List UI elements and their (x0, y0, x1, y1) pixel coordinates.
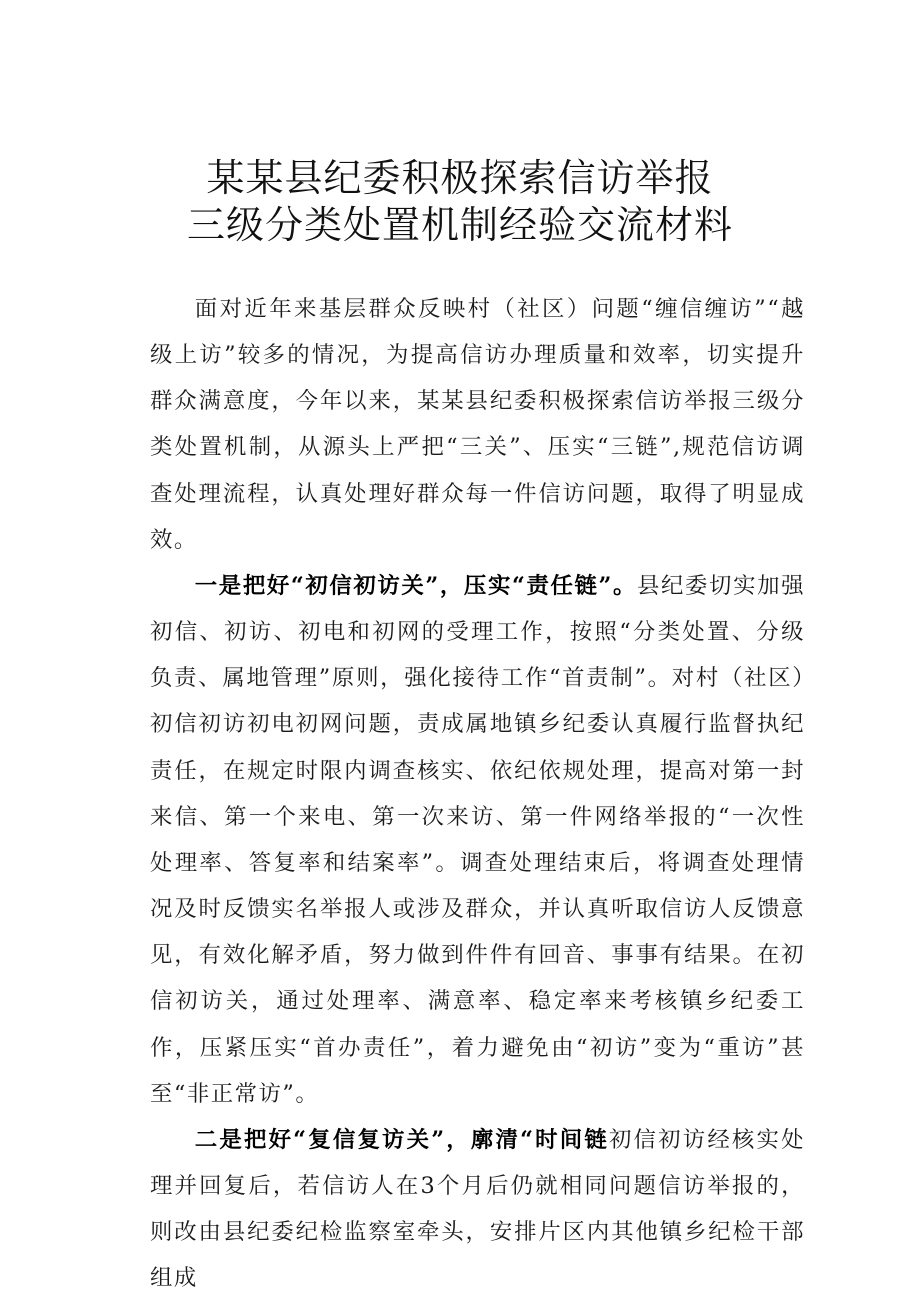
title-line-2: 三级分类处置机制经验交流材料 (186, 203, 733, 247)
paragraph-second-point (150, 1117, 805, 1301)
document-title (0, 155, 920, 249)
document-body (150, 286, 805, 1301)
paragraph-first-point-lead: 一是把好“初信初访关”，压实“责任链”。 (194, 572, 638, 599)
paragraph-intro (150, 286, 805, 563)
title-line-1: 某某县纪委积极探索信访举报 (206, 156, 714, 200)
paragraph-second-point-text: 初信初访经核实处理并回复后，若信访人在3个月后仍就相同问题信访举报的，则改由县纪委纪检监察室牵头，安排片区内其他镇乡纪检干部组成 (150, 1126, 805, 1292)
paragraph-intro-text: 面对近年来基层群众反映村（社区）问题“缠信缠访”“越级上访”较多的情况，为提高信访办理质量和效率，切实提升群众满意度，今年以来，某某县纪委积极探索信访举报三级分类处置机制，从源头上严把“三关”、压实“三链”,规范信访调查处理流程，认真处理好群众每一件信访问题，取得了明显成效。 (150, 296, 805, 553)
paragraph-first-point-text: 县纪委切实加强初信、初访、初电和初网的受理工作，按照“分类处置、分级负责、属地管理”原则，强化接待工作“首责制”。对村（社区）初信初访初电初网问题，责成属地镇乡纪委认真履行监督执纪责任，在规定时限内调查核实、依纪依规处理，提高对第一封来信、第一个来电、第一次来访、第一件网络举报的“一次性处理率、答复率和结案率”。调查处理结束后，将调查处理情况及时反馈实名举报人或涉及群众，并认真听取信访人反馈意见，有效化解矛盾，努力做到件件有回音、事事有结果。在初信初访关，通过处理率、满意率、稳定率来考核镇乡纪委工作，压紧压实“首办责任”，着力避免由“初访”变为“重访”甚至“非正常访”。 (150, 572, 805, 1107)
paragraph-second-point-lead: 二是把好“复信复访关”，廓清“时间链 (194, 1126, 609, 1153)
paragraph-first-point (150, 563, 805, 1117)
